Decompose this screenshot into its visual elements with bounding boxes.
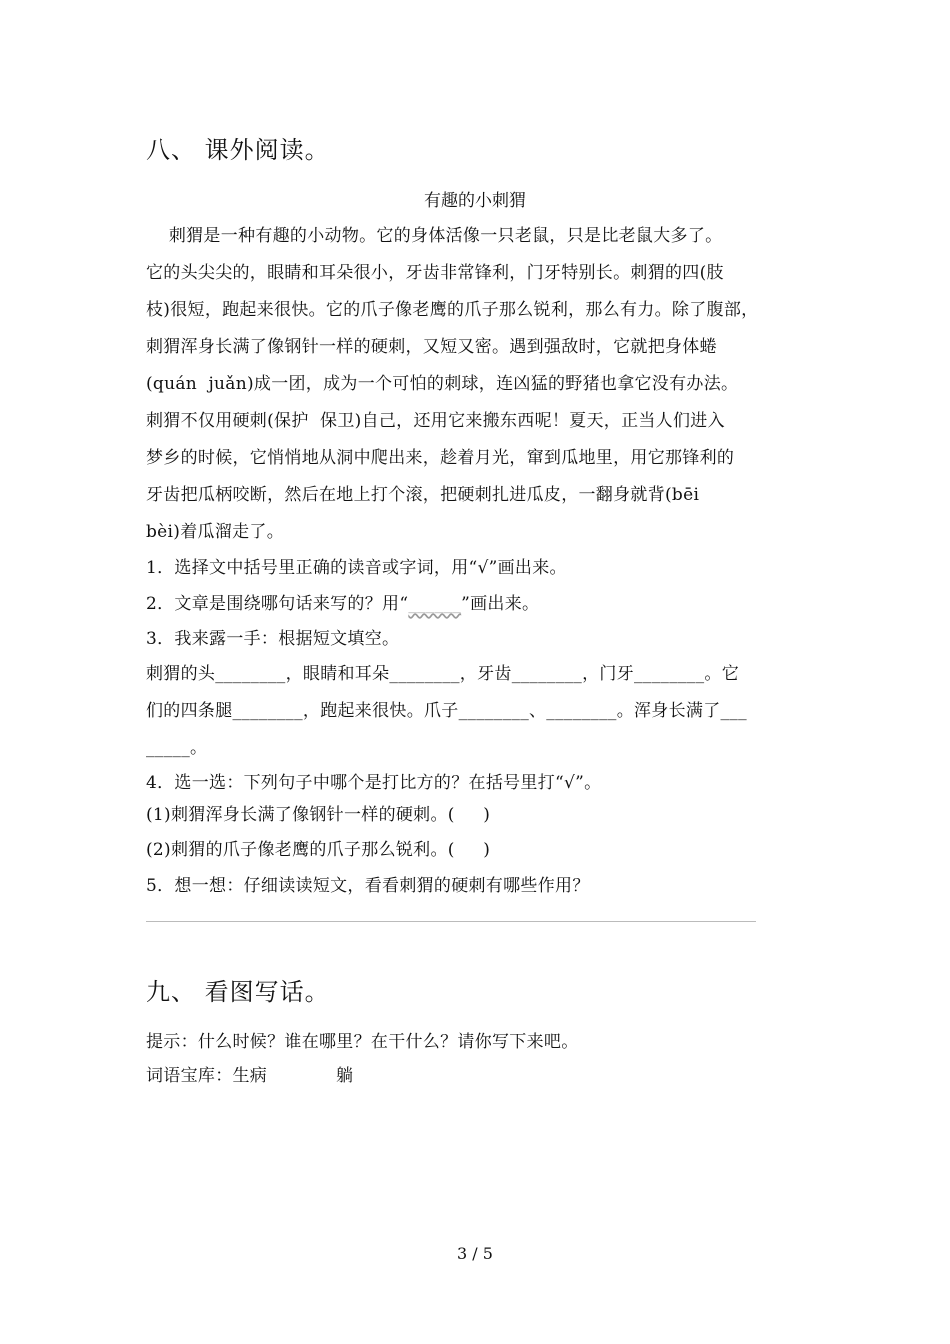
paragraph-line: 刺猬不仅用硬刺(保护 保卫)自己，还用它来搬东西呢！夏天，正当人们进入 [146,411,725,431]
fill-blank-line[interactable]: _____。 [146,738,208,758]
fill-blank-line[interactable]: 们的四条腿________，跑起来很快。爪子________、________。浑身长满了___ [146,701,747,721]
paragraph-line: 牙齿把瓜柄咬断，然后在地上打个滚，把硬刺扎进瓜皮，一翻身就背(bēi [146,485,700,505]
page-number: 3 / 5 [457,1244,493,1263]
story-title: 有趣的小刺猬 [424,191,526,211]
word-bank-label: 词语宝库：生病 [146,1066,268,1086]
fill-blank-line[interactable]: 刺猬的头________，眼睛和耳朵________，牙齿________，门牙________。它 [146,664,739,684]
paragraph-line: (quán juǎn)成一团，成为一个可怕的刺球，连凶猛的野猪也拿它没有办法。 [146,374,739,394]
question-2-prefix: 2．文章是围绕哪句话来写的？用“ [146,594,409,614]
word-bank-word: 躺 [336,1066,354,1086]
question-1: 1．选择文中括号里正确的读音或字词，用“√”画出来。 [146,558,567,578]
question-2 [146,589,539,614]
paragraph-line: 刺猬是一种有趣的小动物。它的身体活像一只老鼠，只是比老鼠大多了。 [146,226,723,246]
answer-line[interactable] [146,921,756,922]
writing-hint: 提示：什么时候？谁在哪里？在干什么？请你写下来吧。 [146,1032,579,1052]
paragraph-line: 梦乡的时候，它悄悄地从洞中爬出来，趁着月光，窜到瓜地里，用它那锋利的 [146,448,735,468]
section-9-heading: 九、 看图写话。 [146,978,330,1006]
paragraph-line: 刺猬浑身长满了像钢针一样的硬刺，又短又密。遇到强敌时，它就把身体蜷 [146,337,717,357]
choice-item-2[interactable]: (2)刺猬的爪子像老鹰的爪子那么锐利。( ) [146,840,491,860]
paragraph-line: 它的头尖尖的，眼睛和耳朵很小，牙齿非常锋利，门牙特别长。刺猬的四(肢 [146,263,724,283]
question-5: 5．想一想：仔细读读短文，看看刺猬的硬刺有哪些作用？ [146,876,590,896]
section-8-heading: 八、 课外阅读。 [146,136,330,164]
wavy-underline-mark: ______ [408,594,462,614]
question-3: 3．我来露一手：根据短文填空。 [146,629,400,649]
choice-item-1[interactable]: (1)刺猬浑身长满了像钢针一样的硬刺。( ) [146,805,491,825]
paragraph-line: 枝)很短，跑起来很快。它的爪子像老鹰的爪子那么锐利，那么有力。除了腹部， [146,300,759,320]
question-2-suffix: ”画出来。 [461,594,540,614]
question-4: 4．选一选：下列句子中哪个是打比方的？在括号里打“√”。 [146,773,602,793]
paragraph-line: bèi)着瓜溜走了。 [146,522,285,542]
